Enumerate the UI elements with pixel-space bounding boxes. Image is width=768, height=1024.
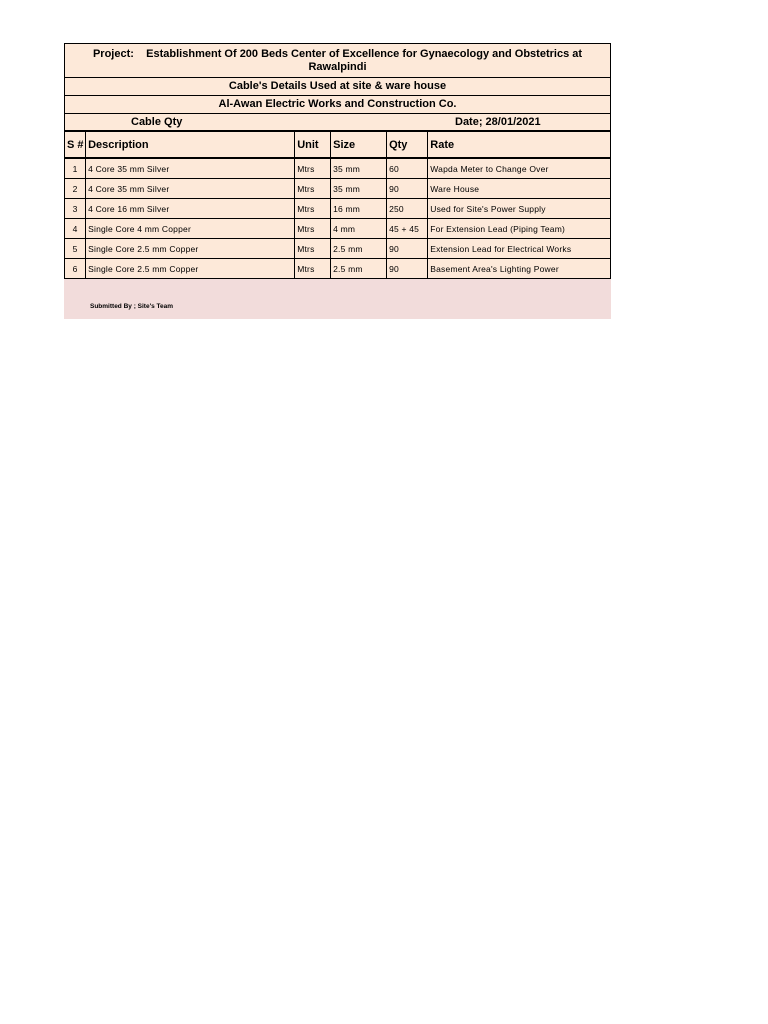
cell-description: Single Core 2.5 mm Copper [86, 259, 295, 279]
date-label: Date; 28/01/2021 [455, 116, 541, 128]
table-row [65, 199, 611, 219]
cell-rate: Basement Area's Lighting Power [428, 259, 611, 279]
cell-serial: 2 [65, 179, 86, 199]
company-name: Al-Awan Electric Works and Construction Co. [64, 95, 611, 113]
cell-qty: 60 [387, 158, 428, 179]
submitted-by: Submitted By ; Site's Team [90, 303, 174, 310]
table-header-row [65, 131, 611, 158]
table-row [65, 158, 611, 179]
sheet-footer [64, 279, 611, 319]
cell-qty: 90 [387, 259, 428, 279]
table-row [65, 239, 611, 259]
column-header-serial: S # [65, 131, 86, 158]
cell-description: Single Core 2.5 mm Copper [86, 239, 295, 259]
cell-serial: 3 [65, 199, 86, 219]
column-header-rate: Rate [428, 131, 611, 158]
cell-serial: 5 [65, 239, 86, 259]
cell-size: 35 mm [331, 158, 387, 179]
cell-size: 16 mm [331, 199, 387, 219]
cell-serial: 6 [65, 259, 86, 279]
cell-unit: Mtrs [295, 219, 331, 239]
cell-rate: Wapda Meter to Change Over [428, 158, 611, 179]
sheet-subtitle: Cable's Details Used at site & ware house [64, 77, 611, 95]
cell-serial: 4 [65, 219, 86, 239]
cell-size: 2.5 mm [331, 259, 387, 279]
table-row [65, 259, 611, 279]
column-header-qty: Qty [387, 131, 428, 158]
cable-sheet [64, 43, 611, 319]
cell-qty: 90 [387, 179, 428, 199]
cell-size: 35 mm [331, 179, 387, 199]
cell-qty: 90 [387, 239, 428, 259]
project-name: Establishment Of 200 Beds Center of Excellence for Gynaecology and Obstetrics at Rawalpindi [146, 48, 583, 73]
table-row [65, 219, 611, 239]
cable-table [64, 130, 611, 279]
cell-unit: Mtrs [295, 179, 331, 199]
cell-serial: 1 [65, 158, 86, 179]
cell-unit: Mtrs [295, 259, 331, 279]
table-row [65, 179, 611, 199]
cell-rate: Extension Lead for Electrical Works [428, 239, 611, 259]
cell-qty: 45 + 45 [387, 219, 428, 239]
cell-description: 4 Core 16 mm Silver [86, 199, 295, 219]
cell-unit: Mtrs [295, 158, 331, 179]
cell-rate: For Extension Lead (Piping Team) [428, 219, 611, 239]
qty-date-row [64, 113, 611, 130]
project-title [64, 43, 611, 77]
cell-rate: Used for Site's Power Supply [428, 199, 611, 219]
cell-qty: 250 [387, 199, 428, 219]
cell-rate: Ware House [428, 179, 611, 199]
cell-size: 2.5 mm [331, 239, 387, 259]
column-header-unit: Unit [295, 131, 331, 158]
project-label: Project: [92, 48, 134, 60]
cell-unit: Mtrs [295, 199, 331, 219]
cell-description: 4 Core 35 mm Silver [86, 179, 295, 199]
column-header-description: Description [86, 131, 295, 158]
cell-description: Single Core 4 mm Copper [86, 219, 295, 239]
cell-size: 4 mm [331, 219, 387, 239]
cable-qty-label: Cable Qty [131, 116, 183, 128]
cell-unit: Mtrs [295, 239, 331, 259]
column-header-size: Size [331, 131, 387, 158]
cell-description: 4 Core 35 mm Silver [86, 158, 295, 179]
